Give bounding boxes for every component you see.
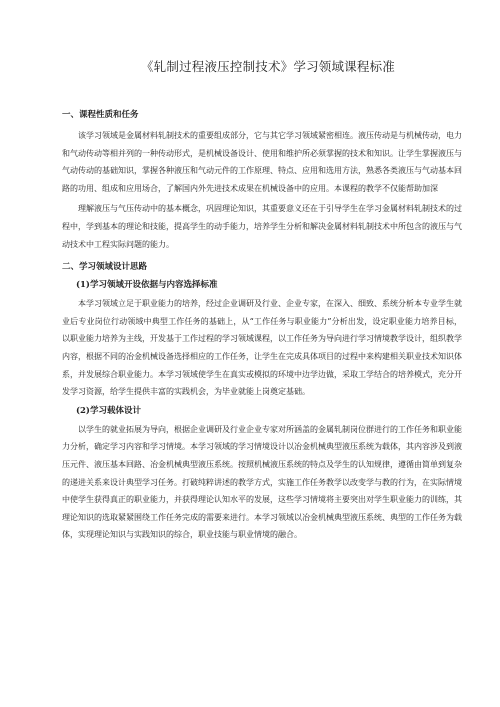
subsection-heading-basis: (1)学习领域开设依据与内容选择标准 [76, 280, 218, 291]
paragraph-course-nature-1: 该学习领域是金属材料轧制技术的重要组成部分，它与其它学习领域紧密相连。液压传动是与机械传动，电力和气动传动等相并列的一种传动形式，是机械设备设计、使用和维护所必须掌握的技术和知识。让学生掌握液压与气动传动的基础知识，掌握各种液压和气动元件的工作原理、特点、应用和选用方法，熟悉各类液压与气动基本回路的功用、组成和应用场合，了解国内外先进技术成果在机械设备中的应用。本课程的教学不仅能帮助加深 [62, 131, 462, 193]
subsection-heading-carrier-design: (2)学习载体设计 [76, 405, 141, 416]
section-heading-design-approach: 二、学习领域设计思路 [62, 262, 148, 273]
section-heading-course-nature: 一、课程性质和任务 [62, 110, 139, 120]
paragraph-course-nature-2: 理解液压与气压传动中的基本概念，巩固理论知识，其重要意义还在于引导学生在学习金属材料轧制技术的过程中，学到基本的理论和技能，提高学生的动手能力，培养学生分析和解决金属材料轧制技术中所包含的液压与气动技术中工程实际问题的能力。 [62, 204, 462, 249]
paragraph-carrier-design: 以学生的就业拓展为导向，根据企业调研及行业企业专家对所涵盖的金属轧制岗位群进行的工作任务和职业能力分析，确定学习内容和学习情境。本学习领域的学习情境设计以冶金机械典型液压系统为载体，其内容涉及到液压元件、液压基本回路、冶金机械典型液压系统。按照机械液压系统的特点及学生的认知规律，遵循由简单到复杂的递进关系来设计典型学习任务。打破纯粹讲述的教学方式，实施工作任务教学以改变学与教的行为，在实际情境中使学生获得真正的职业能力，并获得理论认知水平的发展，这些学习情境将主要突出对学生职业能力的训练，其理论知识的选取紧紧围绕工作任务完成的需要来进行。本学习领域以冶金机械典型液压系统、典型的工作任务为载体，实现理论知识与实践知识的综合，职业技能与职业情境的融合。 [62, 424, 462, 540]
paragraph-basis: 本学习领域立足于职业能力的培养，经过企业调研及行业、企业专家，在深入、细致、系统分析本专业学生就业后专业岗位行动领域中典型工作任务的基础上，从“工作任务与职业能力”分析出发，设定职业能力培养目标，以职业能力培养为主线，开发基于工作过程的学习领域课程，以工作任务为导向进行学习情境教学设计，组织教学内容，根据不同的冶金机械设备选择相应的工作任务，让学生在完成具体项目的过程中来构建相关职业技术知识体系，并发展综合职业能力。本学习领域使学生在真实或模拟的环境中边学边做，采取工学结合的培养模式，充分开发学习资源，给学生提供丰富的实践机会，为毕业就能上岗奠定基础。 [62, 299, 462, 397]
document-title: 《轧制过程液压控制技术》学习领域课程标准 [140, 59, 395, 74]
